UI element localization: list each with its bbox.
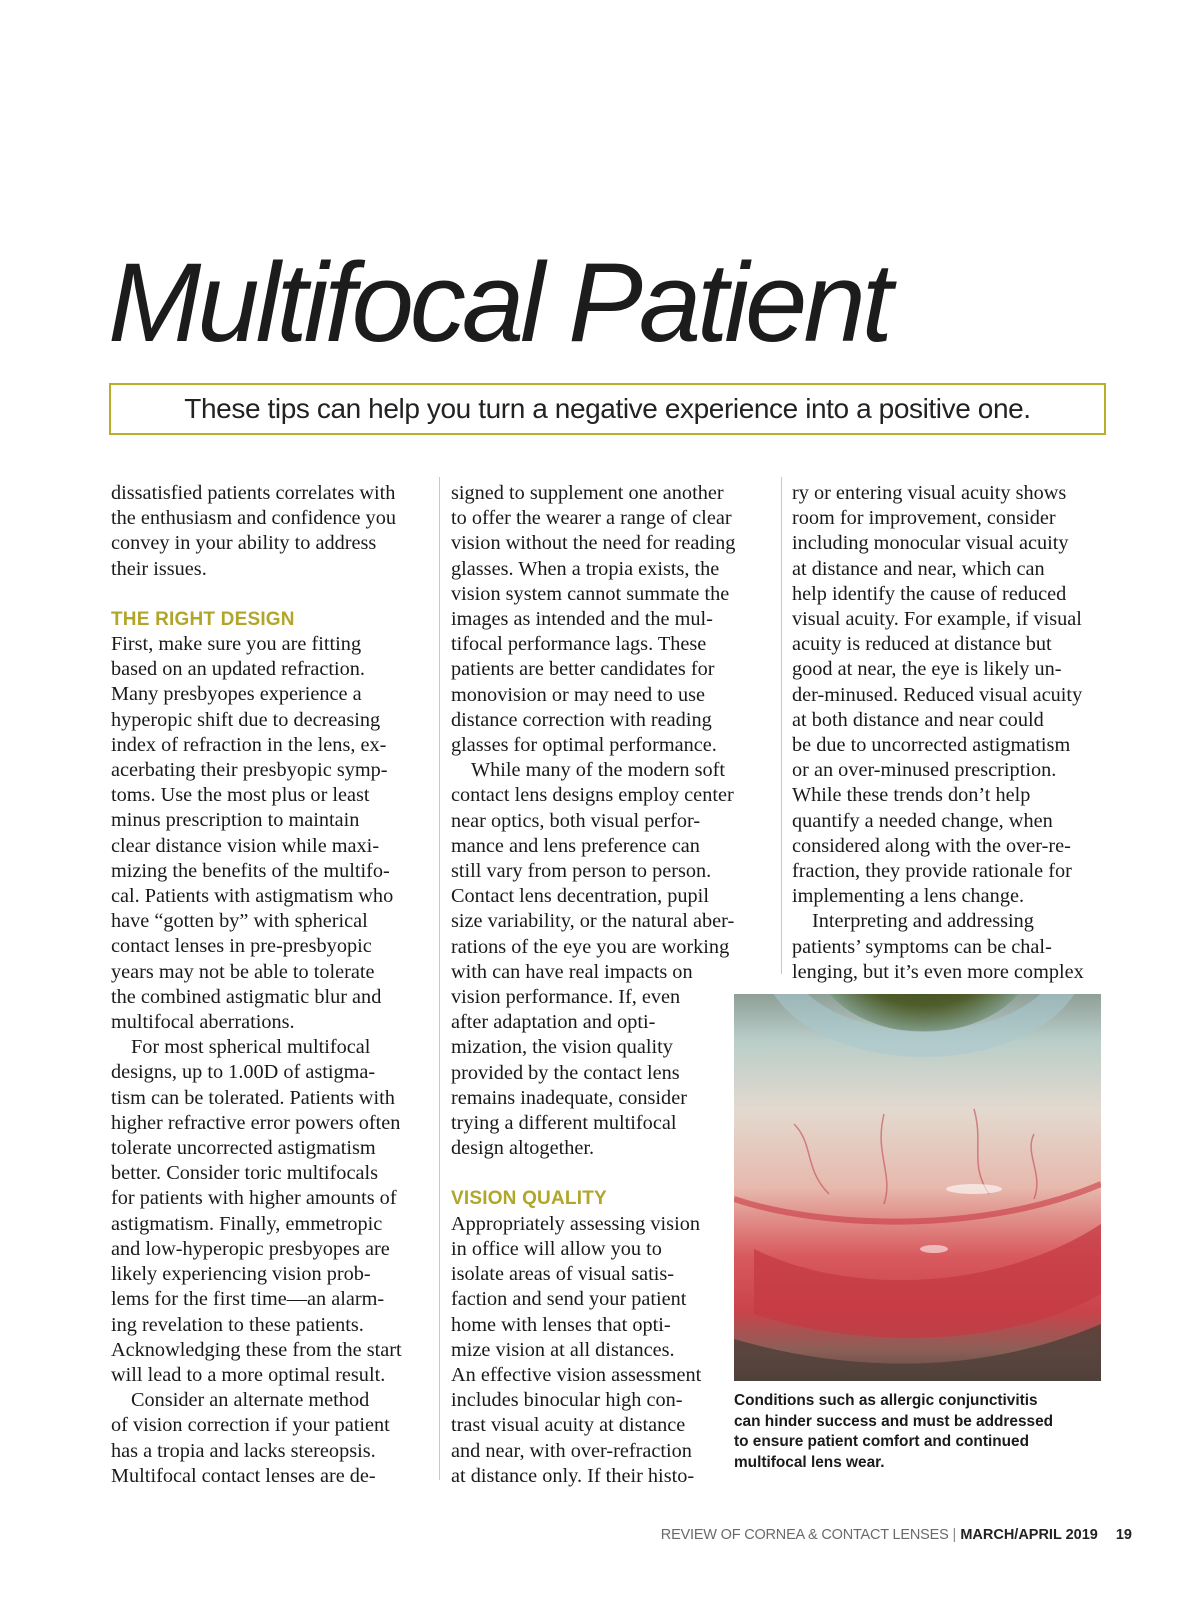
publication-name: REVIEW OF CORNEA & CONTACT LENSES	[660, 1527, 949, 1543]
text-line: for patients with higher amounts of	[111, 1187, 397, 1210]
text-line: toms. Use the most plus or least	[111, 784, 370, 807]
text-line: minus prescription to maintain	[111, 809, 360, 832]
text-line: mance and lens preference can	[451, 834, 700, 857]
text-line: Acknowledging these from the start	[111, 1338, 402, 1361]
text-line: or an over-minused prescription.	[792, 759, 1057, 782]
text-line: will lead to a more optimal result.	[111, 1363, 386, 1386]
body-column-2	[451, 481, 771, 1489]
text-line: better. Consider toric multifocals	[111, 1162, 378, 1185]
text-line: images as intended and the mul-	[451, 608, 713, 631]
article-deck: These tips can help you turn a negative experience into a positive one.	[184, 393, 1031, 424]
text-line: tifocal performance lags. These	[451, 633, 707, 656]
text-line: the enthusiasm and confidence you	[111, 507, 396, 530]
text-line: in office will allow you to	[451, 1237, 662, 1260]
text-line: monovision or may need to use	[451, 683, 706, 706]
page-footer	[661, 1527, 1132, 1543]
text-line: tolerate uncorrected astigmatism	[111, 1137, 376, 1160]
footer-separator: |	[952, 1527, 957, 1543]
column-rule	[781, 477, 782, 974]
text-line: der-minused. Reduced visual acuity	[792, 683, 1083, 706]
text-line: considered along with the over-re-	[792, 834, 1071, 857]
page-number: 19	[1115, 1527, 1132, 1543]
caption-line: can hinder success and must be addressed	[734, 1412, 1054, 1430]
text-line: at distance only. If their histo-	[451, 1464, 695, 1487]
text-line: quantify a needed change, when	[792, 809, 1053, 832]
text-line: design altogether.	[451, 1137, 595, 1160]
text-line: rations of the eye you are working	[451, 935, 730, 958]
text-line: provided by the contact lens	[451, 1061, 680, 1084]
figure-caption	[734, 1391, 1114, 1473]
text-line: have “gotten by” with spherical	[111, 910, 368, 933]
text-line: at both distance and near could	[792, 708, 1044, 731]
text-line: An effective vision assessment	[451, 1363, 702, 1386]
text-line: dissatisfied patients correlates with	[111, 482, 396, 504]
text-line: lems for the first time—an alarm-	[111, 1288, 385, 1311]
text-line: their issues.	[111, 557, 207, 580]
text-line: Consider an alternate method	[131, 1389, 370, 1412]
text-line: Contact lens decentration, pupil	[451, 885, 709, 908]
text-line: contact lens designs employ center	[451, 784, 734, 807]
text-line: acerbating their presbyopic symp-	[111, 759, 388, 782]
text-line: implementing a lens change.	[792, 885, 1025, 908]
text-line: based on an updated refraction.	[111, 658, 365, 681]
text-line: room for improvement, consider	[792, 507, 1056, 530]
text-line: signed to supplement one another	[451, 482, 724, 504]
text-line: visual acuity. For example, if visual	[792, 608, 1082, 631]
text-line: While these trends don’t help	[792, 784, 1031, 807]
text-line: ry or entering visual acuity shows	[792, 482, 1067, 504]
text-line: at distance and near, which can	[792, 557, 1045, 580]
text-line: still vary from person to person.	[451, 860, 712, 883]
column-rule	[439, 477, 440, 1480]
text-line: astigmatism. Finally, emmetropic	[111, 1212, 383, 1235]
text-line: mize vision at all distances.	[451, 1338, 675, 1361]
paragraph-gap	[111, 582, 429, 607]
body-column-1	[111, 481, 429, 1489]
text-line: fraction, they provide rationale for	[792, 860, 1072, 883]
text-line: multifocal aberrations.	[111, 1011, 295, 1034]
text-line: has a tropia and lacks stereopsis.	[111, 1439, 376, 1462]
text-line: designs, up to 1.00D of astigma-	[111, 1061, 376, 1084]
text-line: mization, the vision quality	[451, 1036, 673, 1059]
text-line: of vision correction if your patient	[111, 1414, 390, 1437]
text-line: Interpreting and addressing	[812, 910, 1034, 933]
text-line: Appropriately assessing vision	[451, 1212, 700, 1235]
text-line: vision system cannot summate the	[451, 582, 730, 605]
deck-box	[109, 383, 1106, 435]
text-line: acuity is reduced at distance but	[792, 633, 1052, 656]
text-line: higher refractive error powers often	[111, 1111, 401, 1134]
text-line: patients are better candidates for	[451, 658, 715, 681]
text-line: size variability, or the natural aber-	[451, 910, 735, 933]
text-line: likely experiencing vision prob-	[111, 1263, 371, 1286]
text-line: Many presbyopes experience a	[111, 683, 362, 706]
text-line: trying a different multifocal	[451, 1112, 677, 1135]
text-line: Multifocal contact lenses are de-	[111, 1464, 376, 1487]
text-line: and low-hyperopic presbyopes are	[111, 1237, 390, 1260]
eye-photo-illustration	[734, 994, 1101, 1381]
text-line: tism can be tolerated. Patients with	[111, 1086, 395, 1109]
text-line: and near, with over-refraction	[451, 1439, 692, 1462]
text-line: years may not be able to tolerate	[111, 960, 375, 983]
text-line: contact lenses in pre-presbyopic	[111, 935, 372, 958]
text-line: after adaptation and opti-	[451, 1011, 656, 1034]
text-line: faction and send your patient	[451, 1288, 687, 1311]
text-line: distance correction with reading	[451, 708, 712, 731]
issue-date: MARCH/APRIL 2019	[960, 1527, 1098, 1543]
text-line: includes binocular high con-	[451, 1389, 683, 1412]
text-line: For most spherical multifocal	[131, 1036, 371, 1059]
text-line: remains inadequate, consider	[451, 1086, 687, 1109]
body-column-3	[792, 481, 1112, 985]
eye-photo	[734, 994, 1101, 1381]
text-line: clear distance vision while maxi-	[111, 834, 380, 857]
caption-line: to ensure patient comfort and continued	[734, 1433, 1029, 1450]
text-line: lenging, but it’s even more complex	[792, 960, 1084, 983]
text-line: index of refraction in the lens, ex-	[111, 733, 387, 756]
text-line: isolate areas of visual satis-	[451, 1263, 675, 1286]
article-title: Multifocal Patient	[108, 240, 889, 365]
text-line: near optics, both visual perfor-	[451, 809, 701, 832]
text-line: help identify the cause of reduced	[792, 582, 1067, 605]
text-line: good at near, the eye is likely un-	[792, 658, 1062, 681]
text-line: cal. Patients with astigmatism who	[111, 885, 394, 908]
text-line: with can have real impacts on	[451, 960, 693, 983]
caption-line: Conditions such as allergic conjunctivitis	[734, 1392, 1038, 1409]
text-line: First, make sure you are fitting	[111, 633, 362, 656]
paragraph-gap	[451, 1161, 771, 1186]
text-line: mizing the benefits of the multifo-	[111, 859, 390, 882]
text-line: home with lenses that opti-	[451, 1313, 671, 1336]
text-line: ing revelation to these patients.	[111, 1313, 364, 1336]
text-line: glasses. When a tropia exists, the	[451, 557, 720, 580]
text-line: be due to uncorrected astigmatism	[792, 734, 1071, 757]
text-line: patients’ symptoms can be chal-	[792, 935, 1052, 958]
text-line: including monocular visual acuity	[792, 532, 1069, 555]
caption-line: multifocal lens wear.	[734, 1453, 885, 1471]
text-line: the combined astigmatic blur and	[111, 985, 382, 1008]
section-heading: VISION QUALITY	[451, 1188, 607, 1210]
text-line: glasses for optimal performance.	[451, 734, 717, 757]
text-line: vision performance. If, even	[451, 986, 681, 1009]
text-line: While many of the modern soft	[471, 759, 726, 782]
text-line: trast visual acuity at distance	[451, 1414, 686, 1437]
text-line: vision without the need for reading	[451, 532, 736, 555]
section-heading: THE RIGHT DESIGN	[111, 608, 295, 630]
text-line: hyperopic shift due to decreasing	[111, 708, 381, 731]
text-line: to offer the wearer a range of clear	[451, 507, 732, 530]
text-line: convey in your ability to address	[111, 532, 377, 555]
